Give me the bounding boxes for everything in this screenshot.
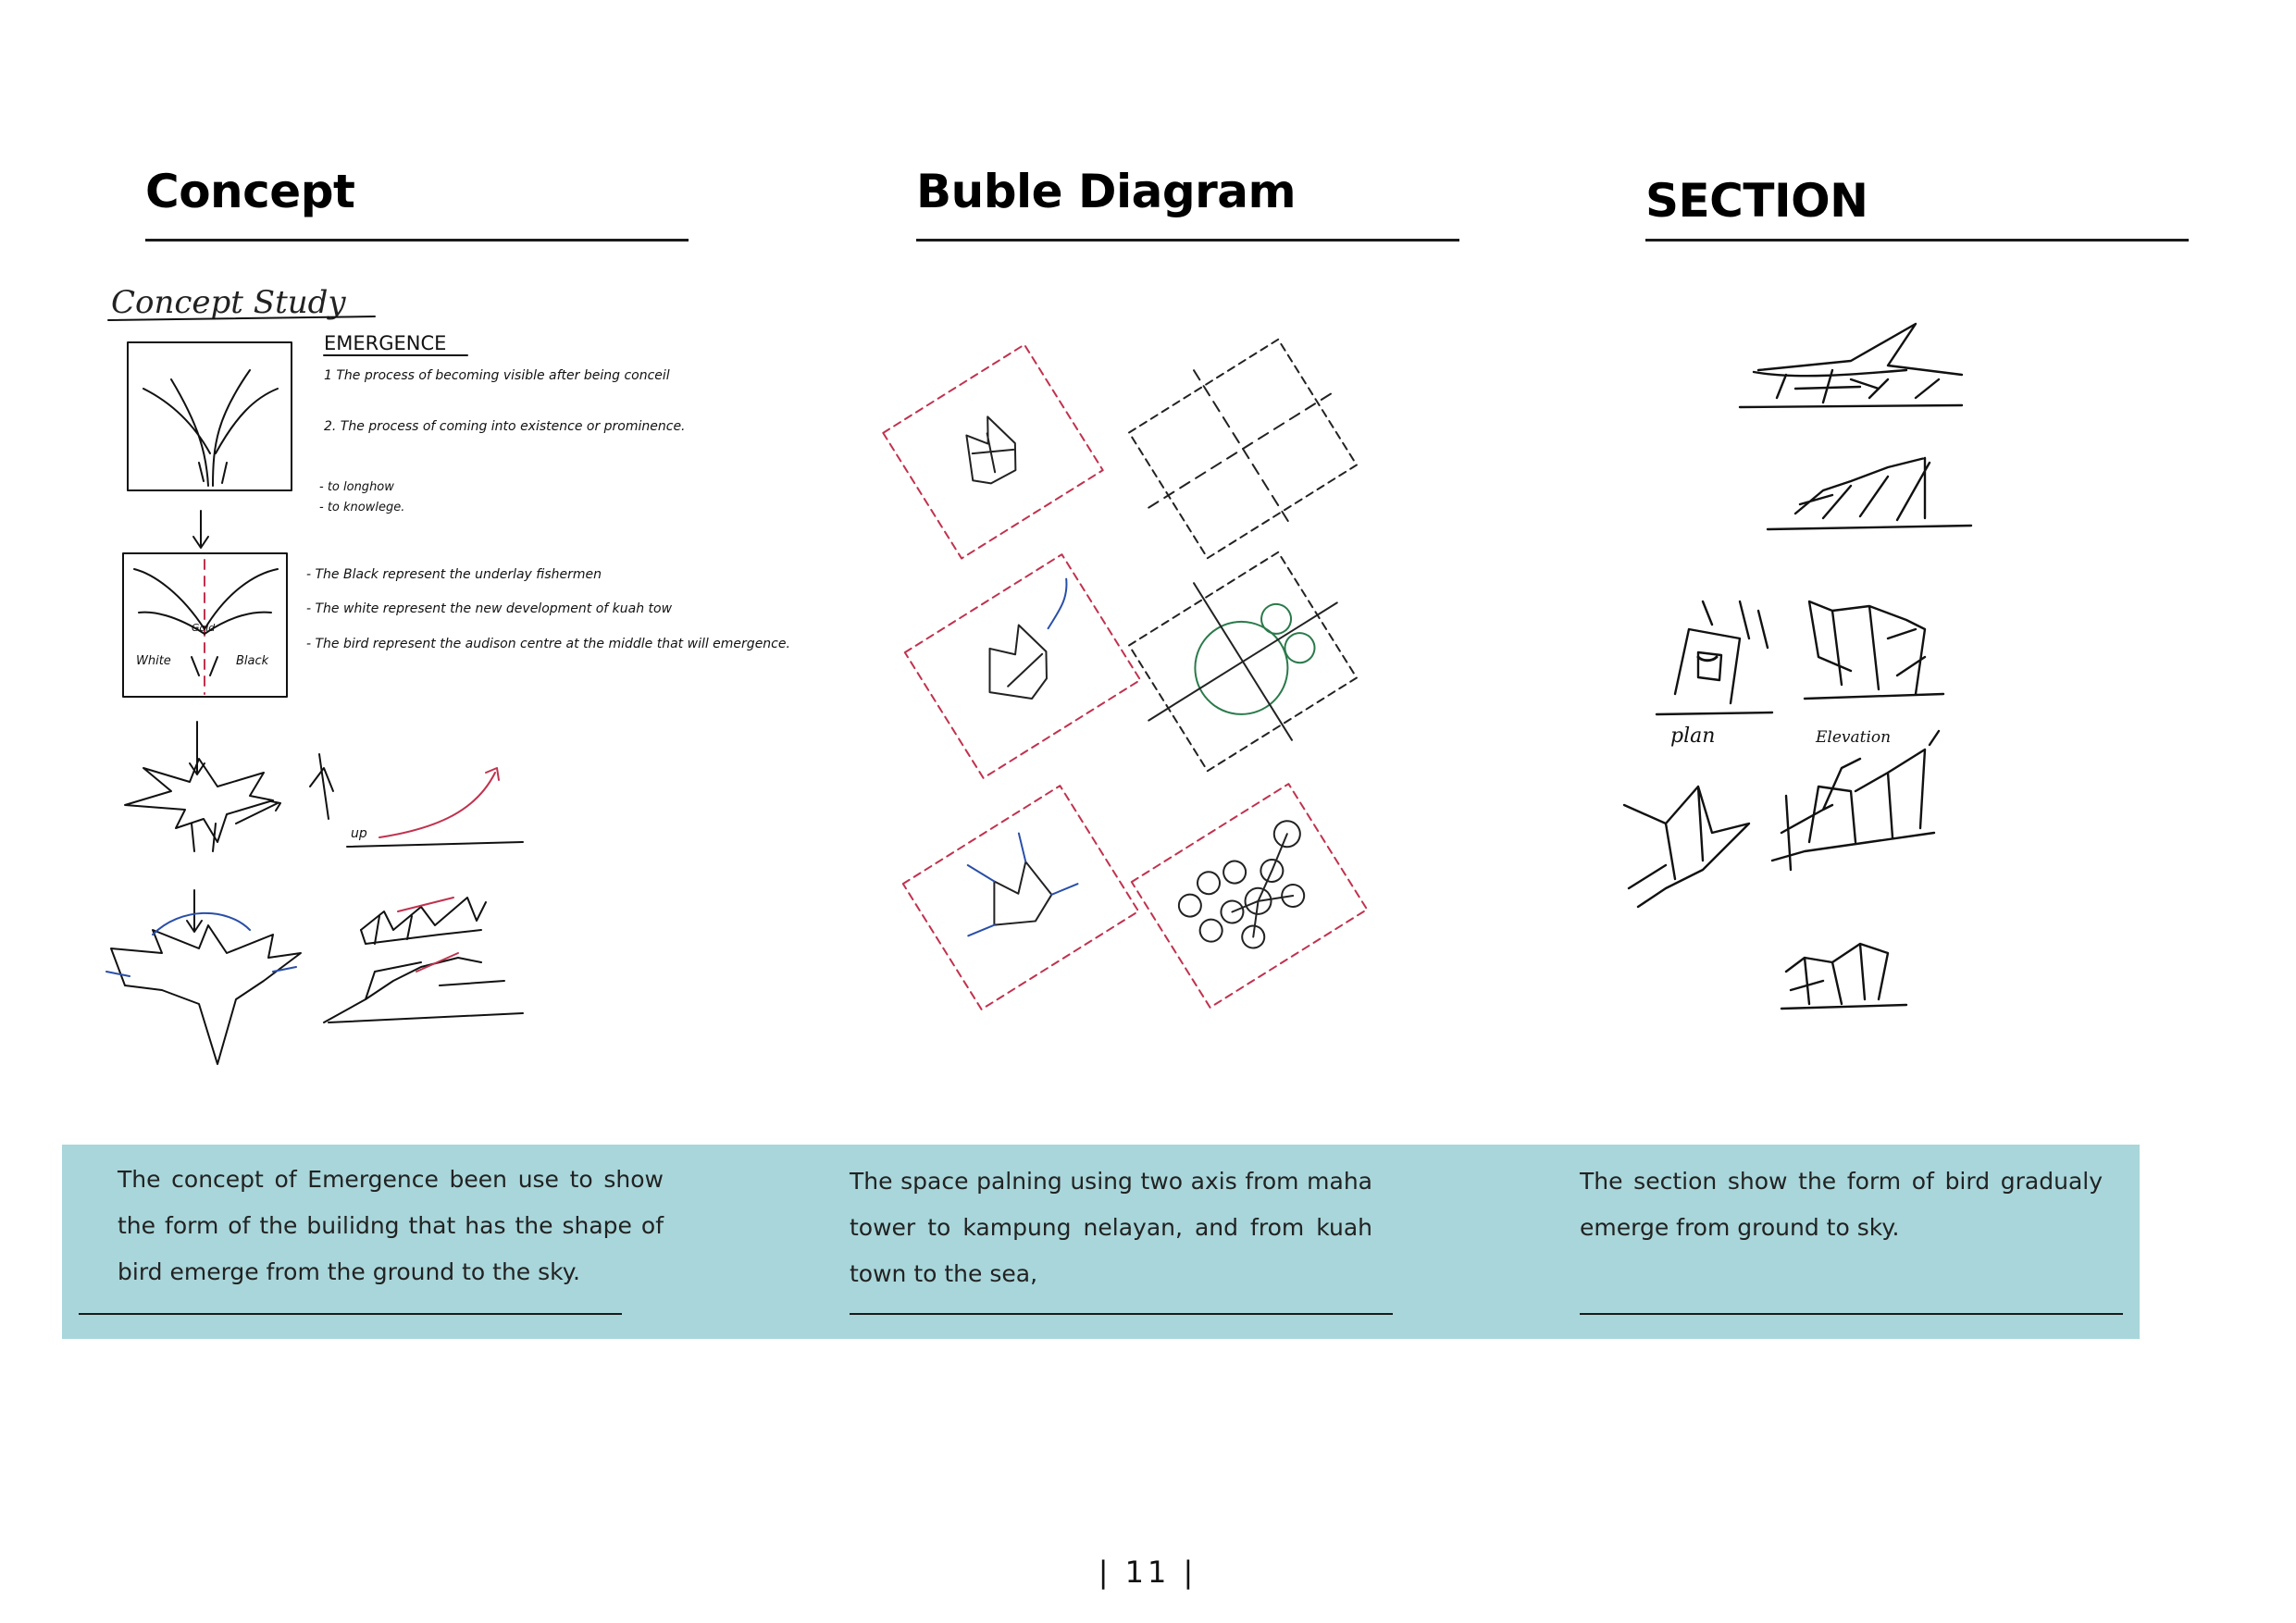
section-caption: The section show the form of bird gradualy emerge from ground to sky.: [1580, 1168, 2103, 1241]
concept-label-black: Black: [236, 654, 269, 668]
section-sketch: [1610, 305, 1999, 1036]
section-heading-rule: [1645, 239, 2189, 242]
concept-note-6: - The white represent the new development of kuah tow: [306, 601, 673, 616]
concept-caption-rule: [79, 1313, 622, 1315]
page-number: | 11 |: [1098, 1555, 1198, 1590]
concept-note-4: - to knowlege.: [319, 501, 405, 514]
concept-label-gold: Gold: [192, 622, 216, 634]
concept-heading: Concept: [145, 165, 355, 218]
concept-label-white: White: [136, 654, 171, 668]
concept-label-up: up: [351, 826, 367, 841]
concept-heading-rule: [145, 239, 689, 242]
concept-note-1: 1 The process of becoming visible after being conceil: [324, 368, 670, 383]
concept-caption: The concept of Emergence been use to show the form of the builidng that has the shape of bird emerge from the ground to the sky.: [118, 1166, 664, 1285]
bubble-diagram-sketch: [893, 342, 1365, 1009]
concept-note-5: - The Black represent the underlay fishermen: [306, 567, 602, 582]
section-caption-rule: [1580, 1313, 2123, 1315]
concept-note-2: 2. The process of coming into existence or prominence.: [324, 419, 686, 434]
concept-study-sketch: [88, 268, 790, 1083]
bubble-diagram-heading-rule: [916, 239, 1459, 242]
section-heading: SECTION: [1645, 174, 1868, 228]
concept-note-3: - to longhow: [319, 480, 394, 494]
section-label-plan: plan: [1670, 725, 1716, 748]
bubble-diagram-caption-rule: [850, 1313, 1393, 1315]
concept-note-7: - The bird represent the audison centre at the middle that will emergence.: [306, 637, 790, 651]
section-label-elevation: Elevation: [1816, 728, 1892, 747]
emergence-label: EMERGENCE: [324, 332, 447, 354]
bubble-diagram-heading: Buble Diagram: [916, 165, 1297, 218]
concept-study-title: Concept Study: [111, 284, 346, 321]
bubble-diagram-caption: The space palning using two axis from maha tower to kampung nelayan, and from kuah town to the sea,: [850, 1168, 1372, 1287]
